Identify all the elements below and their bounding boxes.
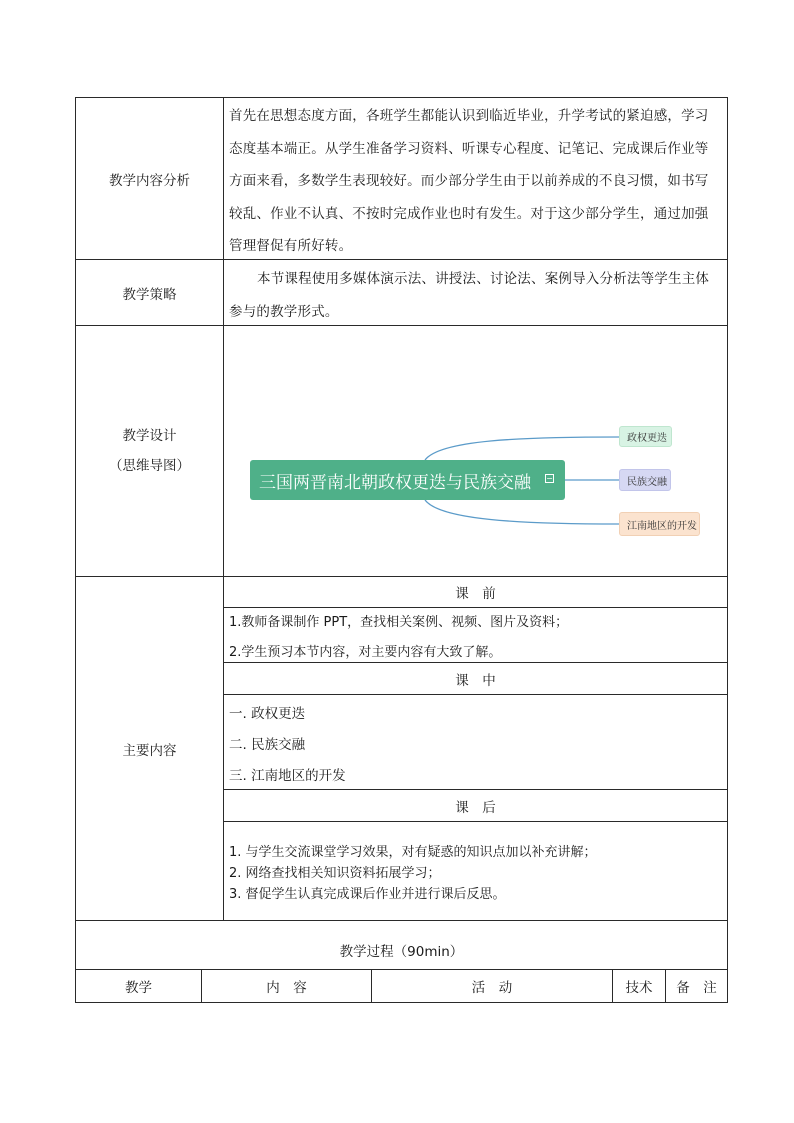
- process-title: [76, 921, 727, 969]
- process-col-header: [666, 970, 727, 1002]
- before-class-header: [224, 577, 727, 607]
- analysis-text: [229, 100, 724, 263]
- process-col-header-text: 教学: [125, 980, 152, 996]
- before-class-item: 1.教师备课制作 PPT，查找相关案例、视频、图片及资料；: [229, 615, 569, 630]
- after-class-item: 3. 督促学生认真完成课后作业并进行课后反思。: [229, 887, 506, 902]
- process-col-header-text: 备 注: [676, 980, 717, 996]
- design-label-line2: （思维导图）: [109, 458, 190, 474]
- process-col-header: [372, 970, 612, 1002]
- in-class-header: [224, 663, 727, 694]
- before-class-header-text: 课 前: [455, 586, 496, 602]
- in-class-item: 一. 政权更迭: [229, 706, 306, 722]
- analysis-line: 管理督促有所好转。: [229, 238, 353, 254]
- process-title-text: 教学过程（90min）: [339, 944, 464, 960]
- mindmap-branch-text: 江南地区的开发: [627, 520, 697, 532]
- mindmap-connector-3: [425, 500, 619, 524]
- after-class-header: [224, 790, 727, 821]
- strategy-label: [76, 260, 223, 325]
- in-class-item: 三. 江南地区的开发: [229, 768, 346, 784]
- analysis-line: 态度基本端正。从学生准备学习资料、听课专心程度、记笔记、完成课后作业等: [229, 140, 709, 157]
- analysis-line: 方面来看，多数学生表现较好。而少部分学生由于以前养成的不良习惯，如书写: [229, 173, 709, 189]
- analysis-label: [76, 98, 223, 259]
- row-line-bottom: [75, 1002, 728, 1003]
- content-label-text: 主要内容: [122, 742, 177, 759]
- mindmap-root-node[interactable]: [250, 460, 565, 500]
- analysis-line: 首先在思想态度方面，各班学生都能认识到临近毕业，升学考试的紧迫感，学习: [229, 108, 709, 124]
- after-class-item: 2. 网络查找相关知识资料拓展学习；: [229, 866, 441, 881]
- mindmap-branch-node[interactable]: [619, 469, 671, 491]
- row-line-before-header: [223, 607, 728, 608]
- strategy-label-text: 教学策略: [122, 286, 177, 303]
- mindmap-branch-node[interactable]: [619, 512, 700, 536]
- design-label-line1: 教学设计: [122, 428, 177, 444]
- row-line-in-header: [223, 694, 728, 695]
- content-label: [76, 577, 223, 920]
- mindmap-collapse-icon[interactable]: −: [546, 474, 553, 483]
- process-col-header: [202, 970, 371, 1002]
- before-class-item: 2.学生预习本节内容，对主要内容有大致了解。: [229, 645, 502, 660]
- mindmap-connector-1: [425, 437, 619, 460]
- process-col-header: [76, 970, 201, 1002]
- process-col-header-text: 活 动: [471, 980, 513, 996]
- analysis-line: 较乱、作业不认真、不按时完成作业也时有发生。对于这少部分学生，通过加强: [229, 205, 709, 222]
- table-border-right: [727, 97, 728, 1003]
- mindmap-branch-node[interactable]: [619, 426, 672, 447]
- process-col-header-text: 技术: [625, 980, 653, 996]
- strategy-line: 本节课程使用多媒体演示法、讲授法、讨论法、案例导入分析法等学生主体: [257, 271, 710, 287]
- row-line-after-header: [223, 821, 728, 822]
- mindmap-branch-text: 政权更迭: [627, 433, 667, 444]
- mindmap-root-text: 三国两晋南北朝政权更迭与民族交融: [259, 472, 531, 493]
- in-class-header-text: 课 中: [455, 672, 496, 689]
- strategy-line: 参与的教学形式。: [229, 303, 339, 320]
- analysis-label-text: 教学内容分析: [109, 172, 190, 189]
- strategy-text: [229, 263, 724, 328]
- process-col-header-text: 内 容: [266, 980, 307, 996]
- after-class-header-text: 课 后: [455, 799, 496, 816]
- mindmap-branch-text: 民族交融: [627, 476, 667, 488]
- process-col-header: [613, 970, 665, 1002]
- after-class-item: 1. 与学生交流课堂学习效果，对有疑惑的知识点加以补充讲解；: [229, 845, 597, 860]
- design-label: [76, 326, 223, 576]
- in-class-item: 二. 民族交融: [229, 737, 306, 753]
